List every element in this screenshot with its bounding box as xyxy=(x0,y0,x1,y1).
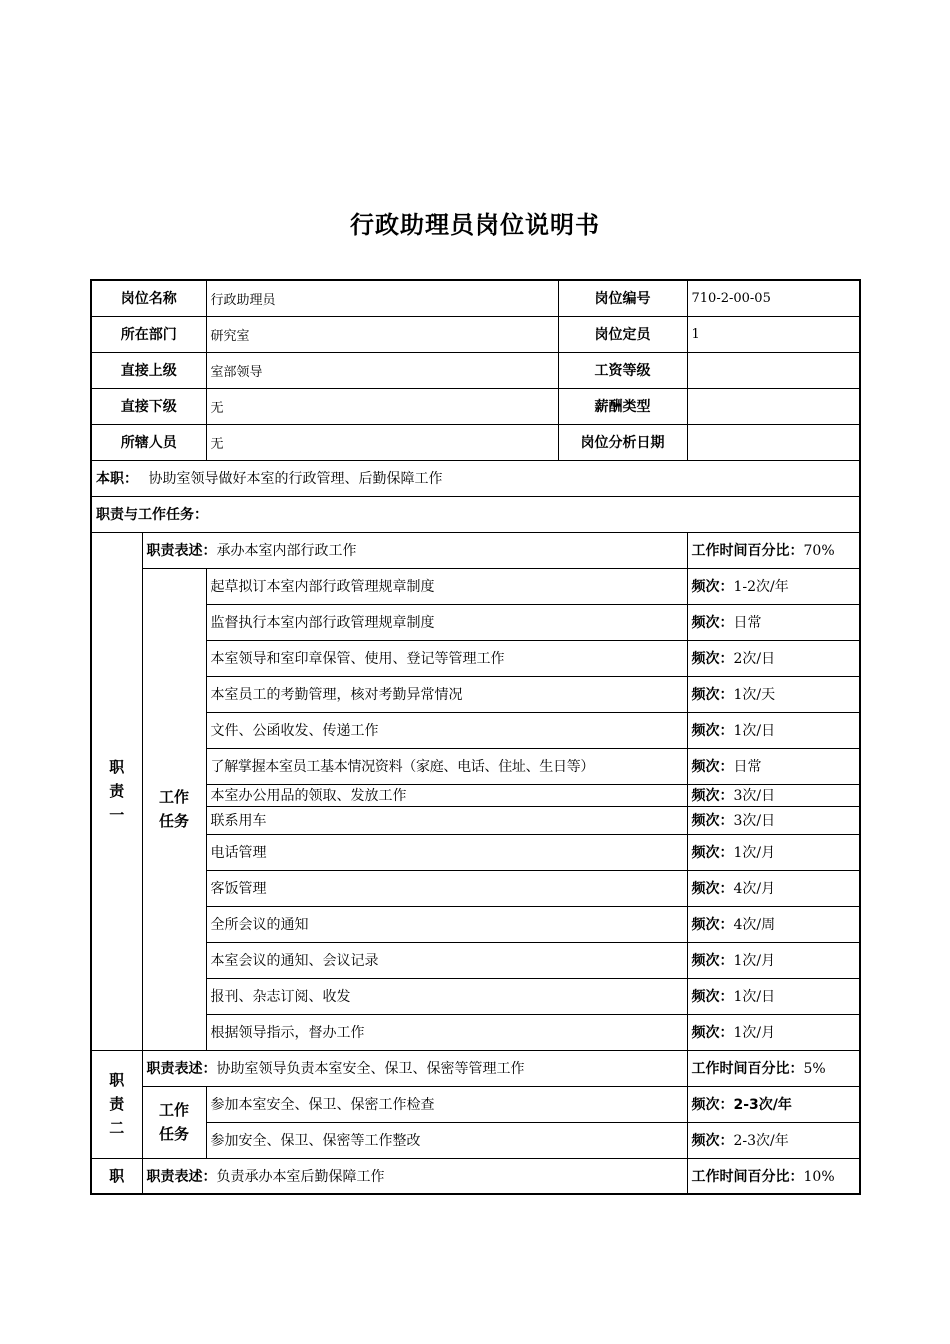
subordinate-value: 无 xyxy=(206,388,558,424)
subordinate-label: 直接下级 xyxy=(91,388,206,424)
staff-value: 无 xyxy=(206,424,558,460)
duty-2-time-pct: 工作时间百分比：5% xyxy=(687,1050,860,1086)
headcount-value: 1 xyxy=(687,316,860,352)
task-text: 全所会议的通知 xyxy=(206,906,687,942)
duty-1-desc-row xyxy=(91,532,860,568)
task-row xyxy=(91,906,860,942)
task-freq: 频次：4次/月 xyxy=(687,870,860,906)
task-freq: 频次：3次/日 xyxy=(687,784,860,806)
task-row xyxy=(91,784,860,806)
task-text: 客饭管理 xyxy=(206,870,687,906)
task-freq: 频次：2-3次/年 xyxy=(687,1122,860,1158)
superior-label: 直接上级 xyxy=(91,352,206,388)
duty-3-desc-row xyxy=(91,1158,860,1194)
duty-3-desc: 职责表述：负责承办本室后勤保障工作 xyxy=(142,1158,687,1194)
position-name-value: 行政助理员 xyxy=(206,280,558,316)
duty-2-desc-row xyxy=(91,1050,860,1086)
task-freq: 频次：1次/月 xyxy=(687,942,860,978)
info-row-superior xyxy=(91,352,860,388)
task-freq: 频次：1次/月 xyxy=(687,1014,860,1050)
task-row xyxy=(91,978,860,1014)
task-freq: 频次：3次/日 xyxy=(687,806,860,834)
analysis-date-label: 岗位分析日期 xyxy=(558,424,687,460)
salary-grade-value xyxy=(687,352,860,388)
task-freq: 频次：1次/天 xyxy=(687,676,860,712)
position-code-label: 岗位编号 xyxy=(558,280,687,316)
task-row xyxy=(91,1014,860,1050)
page-title: 行政助理员岗位说明书 xyxy=(350,211,600,239)
task-text: 电话管理 xyxy=(206,834,687,870)
position-name-label: 岗位名称 xyxy=(91,280,206,316)
info-row-staff xyxy=(91,424,860,460)
task-freq: 频次：2-3次/年 xyxy=(687,1086,860,1122)
info-row-position xyxy=(91,280,860,316)
superior-value: 室部领导 xyxy=(206,352,558,388)
task-freq: 频次：日常 xyxy=(687,604,860,640)
main-duty-row xyxy=(91,460,860,496)
task-freq: 频次：2次/日 xyxy=(687,640,860,676)
main-duty-text: 协助室领导做好本室的行政管理、后勤保障工作 xyxy=(148,471,443,487)
staff-label: 所辖人员 xyxy=(91,424,206,460)
info-row-department xyxy=(91,316,860,352)
task-freq: 频次：1次/日 xyxy=(687,712,860,748)
duty-3-time-pct: 工作时间百分比：10% xyxy=(687,1158,860,1194)
task-text: 文件、公函收发、传递工作 xyxy=(206,712,687,748)
task-text: 联系用车 xyxy=(206,806,687,834)
pay-type-value xyxy=(687,388,860,424)
task-row xyxy=(91,1086,860,1122)
duty-1-time-pct: 工作时间百分比：70% xyxy=(687,532,860,568)
department-label: 所在部门 xyxy=(91,316,206,352)
task-row xyxy=(91,806,860,834)
task-row xyxy=(91,870,860,906)
pay-type-label: 薪酬类型 xyxy=(558,388,687,424)
task-freq: 频次：1次/月 xyxy=(687,834,860,870)
duty-2-name: 职 责 二 xyxy=(91,1050,142,1158)
position-code-value: 710-2-00-05 xyxy=(687,280,860,316)
duty-2-desc: 职责表述：协助室领导负责本室安全、保卫、保密等管理工作 xyxy=(142,1050,687,1086)
task-text: 本室办公用品的领取、发放工作 xyxy=(206,784,687,806)
task-text: 参加安全、保卫、保密等工作整改 xyxy=(206,1122,687,1158)
main-duty-cell xyxy=(91,460,860,496)
job-description-table xyxy=(90,279,861,1195)
duty-2-task-label: 工作 任务 xyxy=(142,1086,206,1158)
task-text: 参加本室安全、保卫、保密工作检查 xyxy=(206,1086,687,1122)
task-text: 监督执行本室内部行政管理规章制度 xyxy=(206,604,687,640)
task-freq: 频次：日常 xyxy=(687,748,860,784)
task-text: 报刊、杂志订阅、收发 xyxy=(206,978,687,1014)
headcount-label: 岗位定员 xyxy=(558,316,687,352)
task-freq: 频次：4次/周 xyxy=(687,906,860,942)
task-text: 本室领导和室印章保管、使用、登记等管理工作 xyxy=(206,640,687,676)
task-row xyxy=(91,604,860,640)
department-value: 研究室 xyxy=(206,316,558,352)
task-row xyxy=(91,568,860,604)
duty-1-name: 职 责 一 xyxy=(91,532,142,1050)
task-text: 根据领导指示，督办工作 xyxy=(206,1014,687,1050)
duty-1-task-label: 工作 任务 xyxy=(142,568,206,1050)
section-header-row xyxy=(91,496,860,532)
task-text: 本室会议的通知、会议记录 xyxy=(206,942,687,978)
task-freq: 频次：1次/日 xyxy=(687,978,860,1014)
info-row-subordinate xyxy=(91,388,860,424)
analysis-date-value xyxy=(687,424,860,460)
task-row xyxy=(91,1122,860,1158)
duty-1-desc: 职责表述：承办本室内部行政工作 xyxy=(142,532,687,568)
task-text: 起草拟订本室内部行政管理规章制度 xyxy=(206,568,687,604)
task-text: 了解掌握本室员工基本情况资料（家庭、电话、住址、生日等） xyxy=(206,748,687,784)
task-row xyxy=(91,834,860,870)
task-row xyxy=(91,748,860,784)
task-text: 本室员工的考勤管理，核对考勤异常情况 xyxy=(206,676,687,712)
task-row xyxy=(91,942,860,978)
main-duty-label: 本职： xyxy=(96,471,138,487)
salary-grade-label: 工资等级 xyxy=(558,352,687,388)
task-row xyxy=(91,640,860,676)
section-header: 职责与工作任务： xyxy=(91,496,860,532)
task-row xyxy=(91,676,860,712)
task-row xyxy=(91,712,860,748)
duty-3-name: 职 xyxy=(91,1158,142,1194)
task-freq: 频次：1-2次/年 xyxy=(687,568,860,604)
